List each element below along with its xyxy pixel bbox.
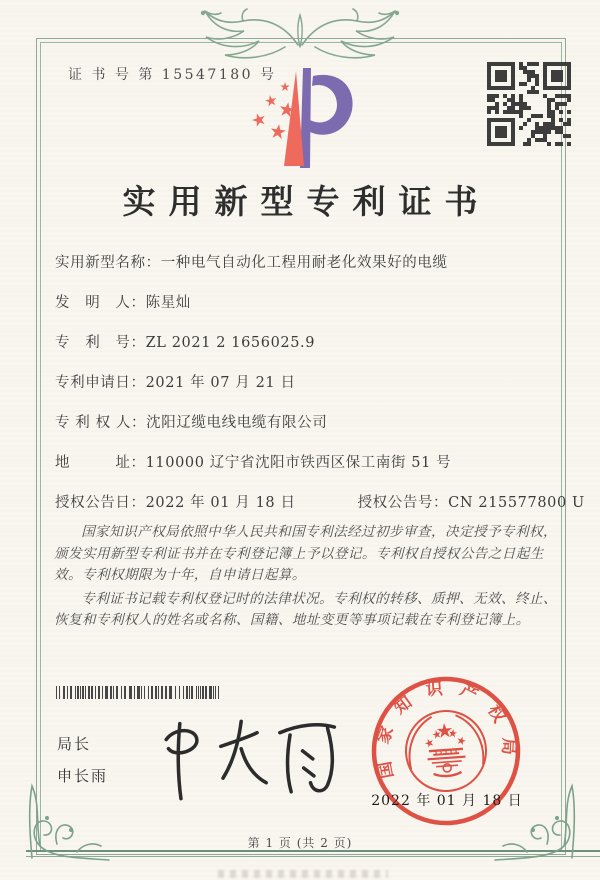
legal-text	[54, 522, 559, 634]
field-grant-date	[55, 493, 296, 514]
field-label: 发 明 人：	[55, 295, 146, 311]
field-label: 授权公告号：	[357, 495, 449, 511]
cnipa-seal	[354, 659, 538, 843]
field-label: 专利申请日：	[55, 375, 146, 391]
barcode	[56, 686, 224, 699]
field-label: 专 利 权 人：	[55, 415, 147, 431]
seal-ring-text: 国家知识产权局	[372, 678, 519, 781]
cnipa-logo-icon	[240, 64, 362, 174]
handwritten-signature	[142, 710, 354, 810]
field-value: 2022 年 01 月 18 日	[145, 495, 296, 511]
legal-paragraph-1: 国家知识产权局依照中华人民共和国专利法经过初步审查，决定授予专利权，颁发实用新型专利证书并在专利登记簿上予以登记。专利权自授权公告之日起生效。专利权期限为十年，自申请日起算。	[54, 524, 557, 584]
field-patent-number	[55, 333, 564, 354]
certificate-number: 证 书 号 第 15547180 号	[68, 67, 277, 83]
qr-code	[487, 62, 571, 146]
seal-date: 2022 年 01 月 18 日	[371, 793, 523, 809]
field-filing-date	[55, 373, 564, 394]
dragon-ornament-icon	[185, 5, 415, 59]
page-number: 第 1 页 (共 2 页)	[247, 836, 353, 850]
field-grant-row	[55, 493, 585, 514]
field-label: 专 利 号：	[55, 335, 146, 351]
next-page-ghost	[218, 870, 388, 878]
field-utility-model-name	[55, 253, 564, 274]
field-address	[55, 453, 564, 474]
field-label: 实用新型名称：	[55, 255, 161, 271]
field-grant-number	[358, 493, 585, 514]
field-value: ZL 2021 2 1656025.9	[145, 335, 316, 351]
field-value: CN 215577800 U	[448, 495, 585, 511]
field-inventor	[55, 293, 564, 314]
field-label: 地 址：	[55, 455, 146, 471]
signer-role: 局长	[57, 735, 92, 753]
signer-block	[57, 733, 108, 786]
field-value: 一种电气自动化工程用耐老化效果好的电缆	[160, 255, 448, 271]
field-value: 陈星灿	[145, 295, 191, 311]
legal-paragraph-2: 专利证书记载专利权登记时的法律状况。专利权的转移、质押、无效、终止、恢复和专利权人的姓名或名称、国籍、地址变更等事项记载在专利登记簿上。	[54, 590, 557, 629]
field-value: 110000 辽宁省沈阳市铁西区保工南街 51 号	[145, 455, 452, 471]
signer-name: 申长雨	[57, 767, 109, 785]
field-value: 沈阳辽缆电线电缆有限公司	[146, 415, 328, 431]
field-value: 2021 年 07 月 21 日	[145, 375, 296, 391]
certificate-title: 实用新型专利证书	[122, 182, 491, 221]
field-label: 授权公告日：	[55, 495, 146, 511]
field-list	[55, 253, 585, 533]
field-patentee	[55, 413, 564, 434]
